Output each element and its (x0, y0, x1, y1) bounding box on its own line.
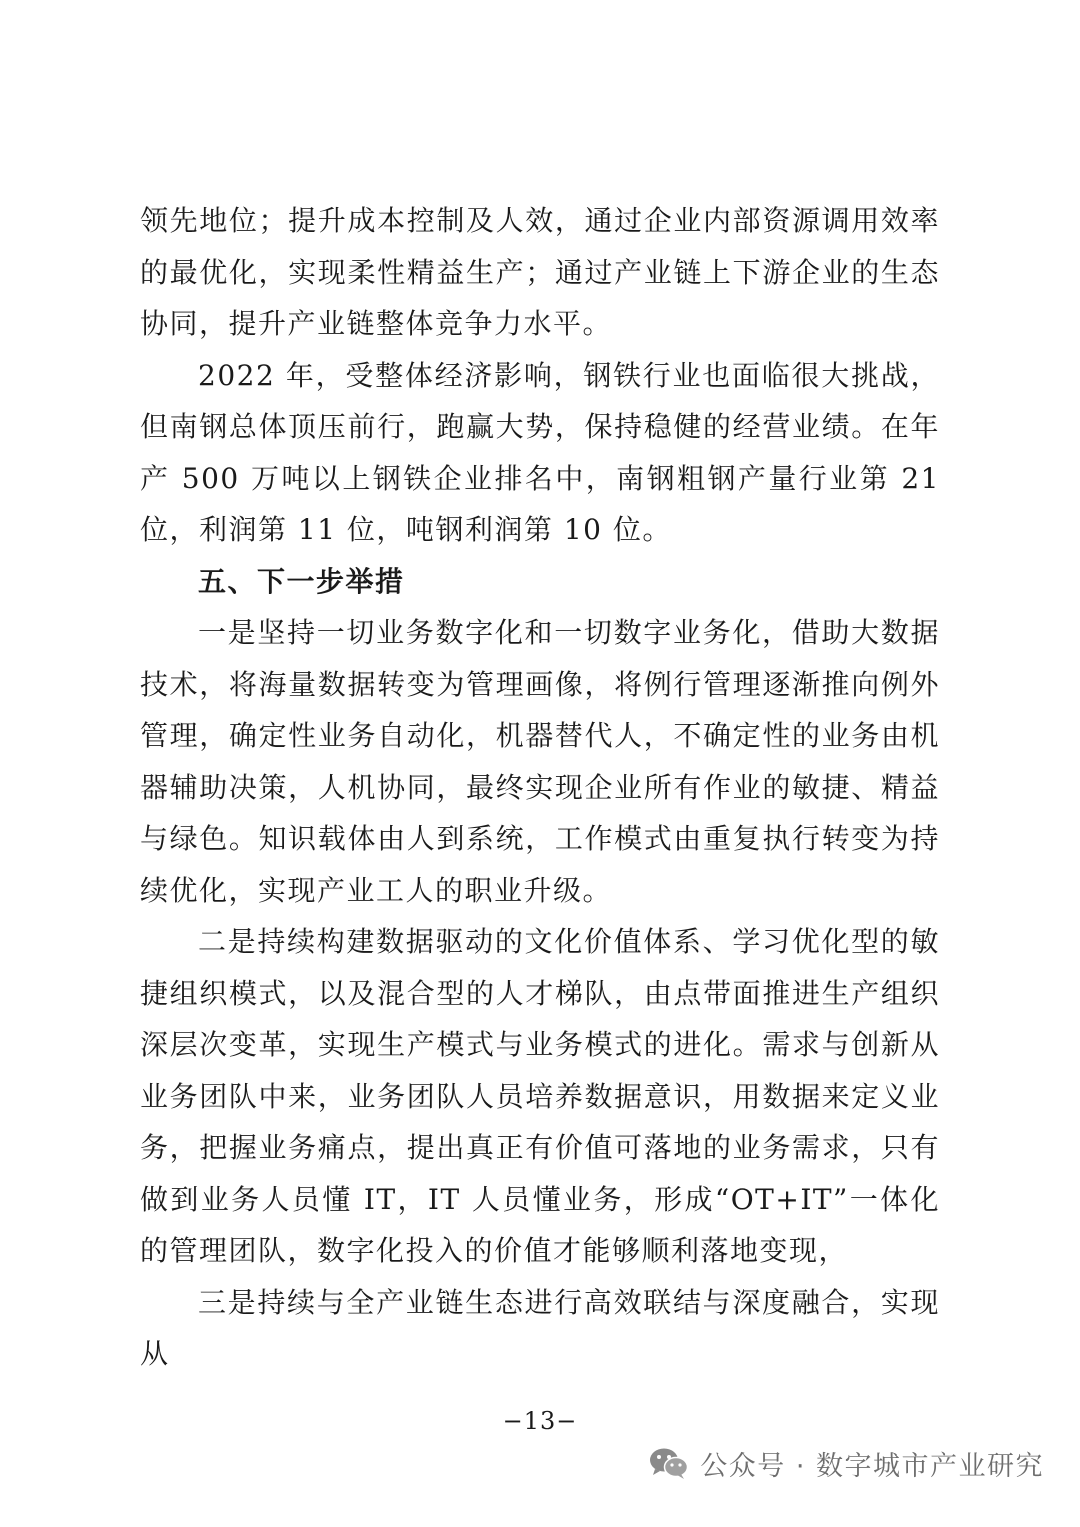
paragraph-measure-one: 一是坚持一切业务数字化和一切数字业务化，借助大数据技术，将海量数据转变为管理画像，将例行管理逐渐推向例外管理，确定性业务自动化，机器替代人，不确定性的业务由机器辅助决策，人机协同，最终实现企业所有作业的敏捷、精益与绿色。知识载体由人到系统，工作模式由重复执行转变为持续优化，实现产业工人的职业升级。 (140, 616, 940, 907)
watermark-text: 公众号 · 数字城市产业研究 (700, 1450, 1044, 1482)
wechat-icon (648, 1446, 690, 1480)
watermark (648, 1443, 1044, 1483)
paragraph-measure-two: 二是持续构建数据驱动的文化价值体系、学习优化型的敏捷组织模式，以及混合型的人才梯队，由点带面推进生产组织深层次变革，实现生产模式与业务模式的进化。需求与创新从业务团队中来，业务团队人员培养数据意识，用数据来定义业务，把握业务痛点，提出真正有价值可落地的业务需求，只有做到业务人员懂 IT，IT 人员懂业务，形成“OT+IT”一体化的管理团队，数字化投入的价值才能够顺利落地变现， (140, 925, 940, 1267)
section-heading: 五、下一步举措 (198, 564, 405, 598)
paragraph-continuation: 领先地位；提升成本控制及人效，通过企业内部资源调用效率的最优化，实现柔性精益生产；通过产业链上下游企业的生态协同，提升产业链整体竞争力水平。 (140, 204, 940, 340)
document-body (140, 195, 940, 1380)
paragraph-2022-performance: 2022 年，受整体经济影响，钢铁行业也面临很大挑战，但南钢总体顶压前行，跑赢大势，保持稳健的经营业绩。在年产 500 万吨以上钢铁企业排名中，南钢粗钢产量行业第 21 位，利润第 11 位，吨钢利润第 10 位。 (140, 358, 940, 546)
page-number: −13− (502, 1407, 578, 1435)
paragraph-measure-three: 三是持续与全产业链生态进行高效联结与深度融合，实现从 (140, 1285, 940, 1370)
